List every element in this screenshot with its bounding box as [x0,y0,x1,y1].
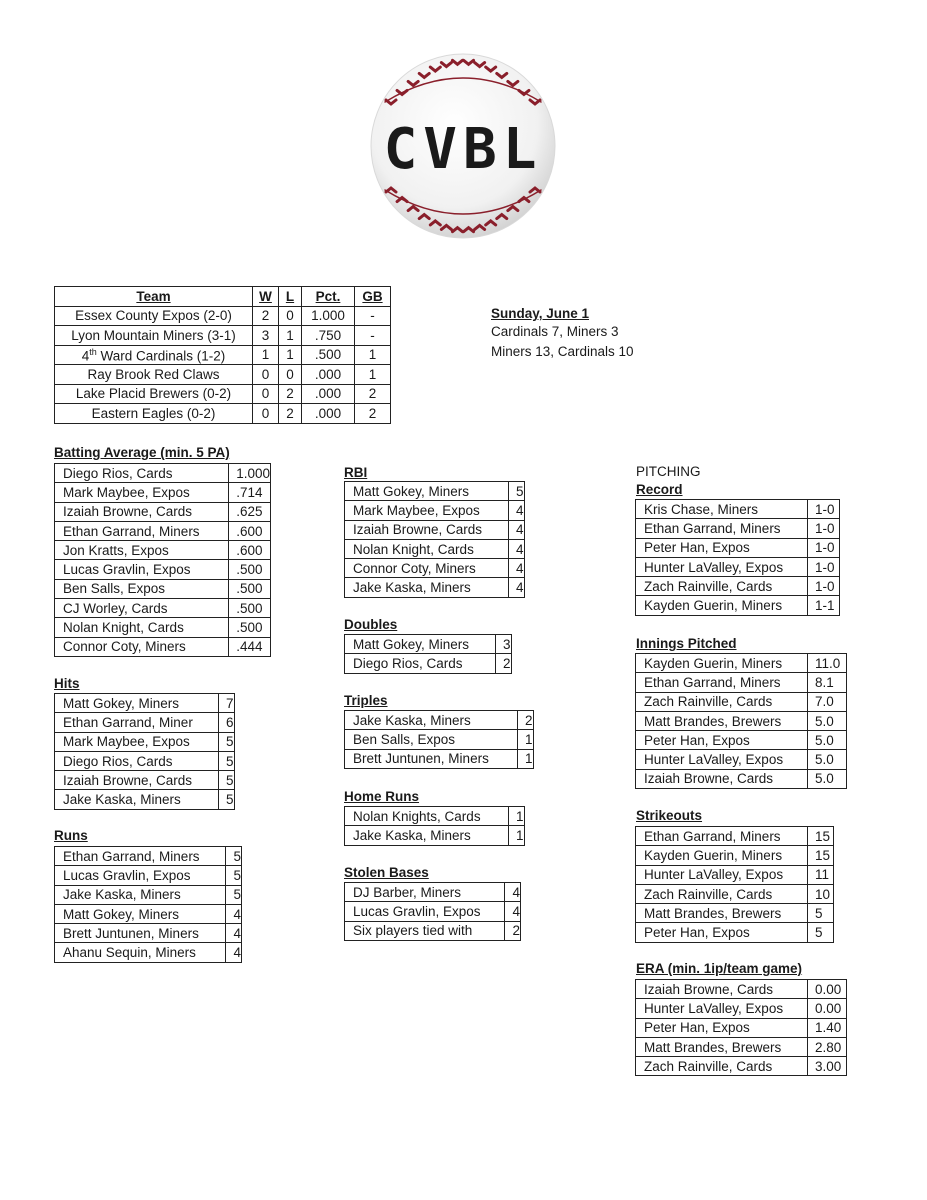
standings-table [54,286,391,424]
stat-value: 2.80 [808,1037,847,1056]
stat-value: 5 [219,771,235,790]
player-name: Matt Gokey, Miners [55,904,226,923]
player-name: Lucas Gravlin, Expos [55,560,229,579]
stat-row [636,596,840,615]
stat-row [636,750,847,769]
stat-row [55,866,242,885]
stat-row [636,519,840,538]
losses: 2 [279,404,302,424]
stat-value: 1 [518,730,534,749]
stat-value: .500 [229,579,271,598]
stat-value: 5 [226,885,242,904]
stat-row [55,579,271,598]
strikeouts-title: Strikeouts [636,808,703,823]
player-name: Kris Chase, Miners [636,500,808,519]
stat-value: 4 [509,539,525,558]
player-name: Connor Coty, Miners [55,637,229,656]
team-header: Team [55,287,253,307]
team-name: Ray Brook Red Claws [55,365,253,385]
stat-value: .625 [229,502,271,521]
stat-value: 15 [808,846,834,865]
stat-value: 6 [219,713,235,732]
player-name: Peter Han, Expos [636,538,808,557]
player-name: Diego Rios, Cards [55,464,229,483]
stat-row [345,520,525,539]
stat-row [55,560,271,579]
stat-value: 1 [518,749,534,768]
wins: 3 [253,326,279,346]
stat-row [636,1037,847,1056]
stolen-bases-title: Stolen Bases [344,865,429,880]
stat-row [345,711,534,730]
stat-row [345,559,525,578]
stat-row [55,790,235,809]
player-name: Jake Kaska, Miners [345,711,518,730]
wins: 1 [253,345,279,365]
stat-row [55,694,235,713]
stat-value: 11.0 [808,654,847,673]
player-name: Matt Brandes, Brewers [636,1037,808,1056]
player-name: Mark Maybee, Expos [55,483,229,502]
player-name: Brett Juntunen, Miners [55,924,226,943]
era-title: ERA (min. 1ip/team game) [636,961,803,976]
logo-text: CVBL [383,117,543,182]
stat-row [55,502,271,521]
pct: .000 [302,384,355,404]
stat-row [636,999,847,1018]
games-back: 1 [355,365,391,385]
stat-row [345,654,512,673]
stat-row [345,826,525,845]
stat-row [636,923,834,942]
stat-row [55,618,271,637]
player-name: Matt Brandes, Brewers [636,904,808,923]
games-back: - [355,306,391,326]
standings-row [55,306,391,326]
stat-row [636,904,834,923]
triples-title: Triples [344,693,388,708]
stat-value: 4 [509,501,525,520]
wins: 0 [253,384,279,404]
team-name [55,345,253,365]
triples-table [344,710,534,769]
player-name: Ben Salls, Expos [55,579,229,598]
stat-row [345,730,534,749]
stat-value: .444 [229,637,271,656]
games-back: - [355,326,391,346]
player-name: Hunter LaValley, Expos [636,557,808,576]
losses: 1 [279,345,302,365]
stat-row [636,500,840,519]
results-date: Sunday, June 1 [491,306,590,321]
stat-value: 1-0 [808,557,840,576]
stat-row [55,924,242,943]
player-name: Lucas Gravlin, Expos [55,866,226,885]
losses-header: L [279,287,302,307]
stat-row [55,521,271,540]
stat-row [636,884,834,903]
stat-row [55,943,242,962]
stat-value: 0.00 [808,999,847,1018]
player-name: Six players tied with [345,921,505,940]
stat-row [345,921,521,940]
player-name: Jon Kratts, Expos [55,541,229,560]
stat-value: 4 [226,943,242,962]
player-name: Jake Kaska, Miners [345,826,509,845]
stat-value: 5.0 [808,731,847,750]
player-name: Nolan Knights, Cards [345,807,509,826]
cvbl-baseball-logo [369,50,557,242]
player-name: Connor Coty, Miners [345,559,509,578]
losses: 0 [279,306,302,326]
stat-value: 5 [226,847,242,866]
stat-value: .500 [229,618,271,637]
pct: 1.000 [302,306,355,326]
player-name: Ethan Garrand, Miners [636,519,808,538]
stat-value: 5 [219,751,235,770]
player-name: Lucas Gravlin, Expos [345,902,505,921]
batting-average-table [54,463,271,657]
wins: 0 [253,404,279,424]
stat-value: 0.00 [808,980,847,999]
stat-value: 5.0 [808,750,847,769]
stat-value: 4 [226,924,242,943]
pct: .750 [302,326,355,346]
stat-value: 1 [509,826,525,845]
pct: .000 [302,365,355,385]
stat-row [636,711,847,730]
stat-value: 10 [808,884,834,903]
player-name: Hunter LaValley, Expos [636,999,808,1018]
stat-row [636,577,840,596]
standings-row [55,384,391,404]
player-name: Hunter LaValley, Expos [636,865,808,884]
home-runs-table [344,806,525,846]
hits-table [54,693,235,810]
player-name: Peter Han, Expos [636,1018,808,1037]
player-name: CJ Worley, Cards [55,599,229,618]
stat-row [55,751,235,770]
stat-row [636,538,840,557]
player-name: Ethan Garrand, Miner [55,713,219,732]
stat-value: 5.0 [808,711,847,730]
wins: 0 [253,365,279,385]
player-name: Ethan Garrand, Miners [636,827,808,846]
player-name: Diego Rios, Cards [345,654,496,673]
player-name: Peter Han, Expos [636,923,808,942]
player-name: Matt Gokey, Miners [345,482,509,501]
innings-title: Innings Pitched [636,636,737,651]
player-name: Nolan Knight, Cards [345,539,509,558]
stat-row [636,1057,847,1076]
player-name: Izaiah Browne, Cards [636,980,808,999]
stat-value: 5.0 [808,769,847,788]
losses: 1 [279,326,302,346]
stat-value: 3 [496,635,512,654]
stat-row [345,749,534,768]
stat-row [345,501,525,520]
stat-row [636,1018,847,1037]
team-name: Essex County Expos (2-0) [55,306,253,326]
stat-row [345,807,525,826]
stat-row [55,637,271,656]
player-name: Izaiah Browne, Cards [55,502,229,521]
games-back: 2 [355,384,391,404]
stat-value: 5 [509,482,525,501]
game-result: Miners 13, Cardinals 10 [491,344,634,359]
games-back: 2 [355,404,391,424]
stat-value: 15 [808,827,834,846]
pitching-heading: PITCHING [636,464,701,479]
player-name: Zach Rainville, Cards [636,1057,808,1076]
stat-value: 1.000 [229,464,271,483]
player-name: Kayden Guerin, Miners [636,846,808,865]
stat-value: 2 [496,654,512,673]
stat-value: 1 [509,807,525,826]
stat-row [55,847,242,866]
stat-value: 1.40 [808,1018,847,1037]
stat-value: .600 [229,521,271,540]
stat-row [636,980,847,999]
stat-row [345,482,525,501]
player-name: DJ Barber, Miners [345,883,505,902]
stat-row [55,483,271,502]
team-name: Lyon Mountain Miners (3-1) [55,326,253,346]
ward-ordinal: th [89,346,97,357]
stat-value: 3.00 [808,1057,847,1076]
stat-row [636,865,834,884]
player-name: Mark Maybee, Expos [55,732,219,751]
stat-value: 4 [505,902,521,921]
stat-value: 4 [509,578,525,597]
stat-value: 5 [219,790,235,809]
stat-value: 5 [226,866,242,885]
stat-row [55,885,242,904]
player-name: Kayden Guerin, Miners [636,596,808,615]
stat-value: 4 [509,520,525,539]
stat-value: 5 [219,732,235,751]
doubles-table [344,634,512,674]
stat-value: 2 [505,921,521,940]
stat-value: .500 [229,599,271,618]
player-name: Ethan Garrand, Miners [55,521,229,540]
stat-value: 8.1 [808,673,847,692]
player-name: Matt Brandes, Brewers [636,711,808,730]
stat-row [345,883,521,902]
pct-header: Pct. [302,287,355,307]
hits-title: Hits [54,676,80,691]
stat-value: 1-0 [808,577,840,596]
player-name: Jake Kaska, Miners [345,578,509,597]
rbi-title: RBI [344,465,368,480]
stat-value: 2 [518,711,534,730]
player-name: Izaiah Browne, Cards [345,520,509,539]
stat-value: 5 [808,904,834,923]
player-name: Jake Kaska, Miners [55,885,226,904]
player-name: Nolan Knight, Cards [55,618,229,637]
runs-table [54,846,242,963]
pct: .500 [302,345,355,365]
record-table [635,499,840,616]
player-name: Peter Han, Expos [636,731,808,750]
stat-value: 7.0 [808,692,847,711]
player-name: Jake Kaska, Miners [55,790,219,809]
stat-row [55,541,271,560]
ward-number: 4 [81,348,90,363]
stat-row [636,827,834,846]
standings-row [55,326,391,346]
player-name: Brett Juntunen, Miners [345,749,518,768]
stat-row [636,673,847,692]
player-name: Diego Rios, Cards [55,751,219,770]
player-name: Hunter LaValley, Expos [636,750,808,769]
player-name: Matt Gokey, Miners [345,635,496,654]
stat-row [55,464,271,483]
stat-row [55,771,235,790]
player-name: Zach Rainville, Cards [636,884,808,903]
player-name: Zach Rainville, Cards [636,692,808,711]
stolen-bases-table [344,882,521,941]
games-back: 1 [355,345,391,365]
stat-value: 5 [808,923,834,942]
stat-row [636,846,834,865]
player-name: Mark Maybee, Expos [345,501,509,520]
strikeouts-table [635,826,834,943]
stat-value: .600 [229,541,271,560]
standings-row [55,404,391,424]
rbi-table [344,481,525,598]
stat-value: 11 [808,865,834,884]
losses: 2 [279,384,302,404]
innings-pitched-table [635,653,847,789]
stat-value: 4 [226,904,242,923]
player-name: Kayden Guerin, Miners [636,654,808,673]
player-name: Ben Salls, Expos [345,730,518,749]
stat-value: .714 [229,483,271,502]
player-name: Zach Rainville, Cards [636,577,808,596]
stat-row [636,731,847,750]
stat-row [345,635,512,654]
stat-value: 1-1 [808,596,840,615]
pct: .000 [302,404,355,424]
stat-row [345,539,525,558]
batting-average-title: Batting Average (min. 5 PA) [54,445,230,460]
ward-team-name: Ward Cardinals (1-2) [100,348,226,363]
stat-value: .500 [229,560,271,579]
player-name: Matt Gokey, Miners [55,694,219,713]
stat-value: 7 [219,694,235,713]
stat-row [55,599,271,618]
runs-title: Runs [54,828,88,843]
stat-row [345,902,521,921]
stat-row [55,713,235,732]
player-name: Ethan Garrand, Miners [55,847,226,866]
stat-value: 4 [509,559,525,578]
standings-row [55,365,391,385]
stat-row [636,692,847,711]
stat-value: 1-0 [808,519,840,538]
losses: 0 [279,365,302,385]
stat-row [636,769,847,788]
era-table [635,979,847,1076]
wins-header: W [253,287,279,307]
player-name: Izaiah Browne, Cards [636,769,808,788]
doubles-title: Doubles [344,617,398,632]
stat-value: 4 [505,883,521,902]
player-name: Ahanu Sequin, Miners [55,943,226,962]
stat-value: 1-0 [808,538,840,557]
standings-header-row [55,287,391,307]
player-name: Izaiah Browne, Cards [55,771,219,790]
team-name: Lake Placid Brewers (0-2) [55,384,253,404]
stat-row [345,578,525,597]
stat-row [636,557,840,576]
team-name: Eastern Eagles (0-2) [55,404,253,424]
gb-header: GB [355,287,391,307]
record-title: Record [636,482,683,497]
stat-value: 1-0 [808,500,840,519]
stat-row [636,654,847,673]
player-name: Ethan Garrand, Miners [636,673,808,692]
stat-row [55,904,242,923]
wins: 2 [253,306,279,326]
stat-row [55,732,235,751]
game-result: Cardinals 7, Miners 3 [491,324,619,339]
standings-row [55,345,391,365]
home-runs-title: Home Runs [344,789,420,804]
